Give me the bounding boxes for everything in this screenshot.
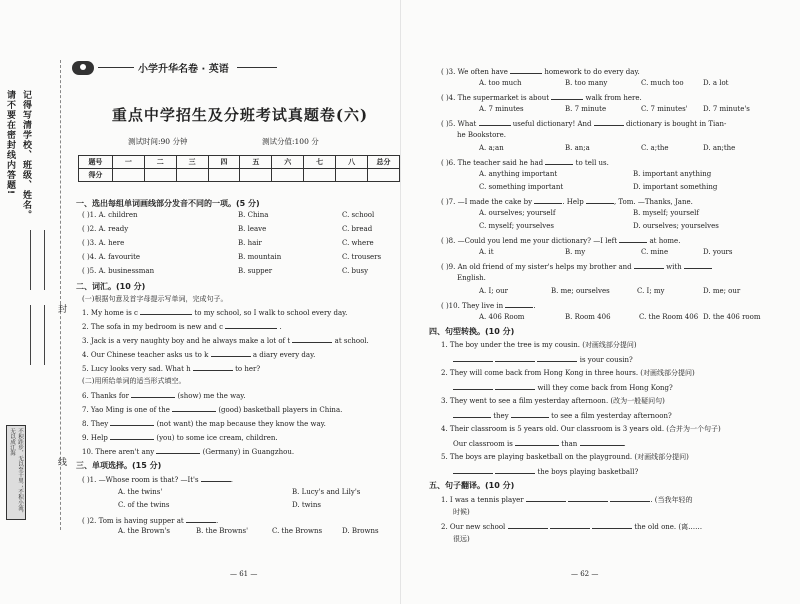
answer-blank[interactable] <box>479 118 511 126</box>
s4-q4-mid: than <box>561 440 578 448</box>
s4-q5-tail: the boys playing basketball? <box>537 468 639 476</box>
name-blank <box>30 305 31 365</box>
mc-q5-d: D. an;the <box>703 144 736 152</box>
s2-q3-tail: at school. <box>334 337 369 345</box>
score-cell: 八 <box>336 156 368 169</box>
answer-blank[interactable] <box>140 307 192 315</box>
test-score: 测试分值:100 分 <box>262 137 319 146</box>
mc-q5 <box>441 118 726 128</box>
mc-q4 <box>441 92 642 102</box>
s3-q1-a: A. the twins' <box>118 488 163 496</box>
s3-q2-c: C. the Browns <box>272 527 323 535</box>
s3-q2-b: B. the Browns' <box>196 527 249 535</box>
s1-q1-c: C. school <box>342 211 375 219</box>
s2-q10-text: 10. There aren't any <box>82 448 155 456</box>
answer-blank[interactable] <box>110 418 154 426</box>
answer-blank[interactable] <box>586 196 614 204</box>
score-input-cell[interactable] <box>304 169 336 182</box>
answer-blank[interactable] <box>550 521 590 529</box>
answer-blank[interactable] <box>592 521 632 529</box>
mc-q6-d: D. important something <box>633 183 718 191</box>
answer-blank[interactable] <box>551 92 583 100</box>
s2-q6 <box>82 390 246 400</box>
score-cell: 四 <box>208 156 240 169</box>
s2-q8-tail: (not want) the map because they know the way. <box>156 420 326 428</box>
s5-q2-cont: 很远) <box>453 535 470 543</box>
s3-q2: ( )2. Tom is having supper at . <box>82 517 219 525</box>
s5-q2-tail: the old one. (离…… <box>634 523 703 531</box>
brand-text: 小学升华名卷 · 英语 <box>138 64 229 75</box>
mc-q3-b: B. too many <box>565 79 608 87</box>
s2-q3 <box>82 335 369 345</box>
mc-q7-b: B. myself; yourself <box>633 209 699 217</box>
mc-q6-text: ( )6. The teacher said he had <box>441 159 544 167</box>
mc-q6-c: C. something important <box>479 183 564 191</box>
s4-q3-tail: to see a film yesterday afternoon? <box>551 412 672 420</box>
mc-q8-c: C. mine <box>641 248 669 256</box>
mc-q10-text: ( )10. They live in <box>441 302 504 310</box>
s1-q1-b: B. China <box>238 211 269 219</box>
mc-q3-text: ( )3. We often have <box>441 68 508 76</box>
binding-strip <box>0 90 64 560</box>
s5-q1-hint: . (当我年轻的 <box>650 496 693 504</box>
score-cell: 得分 <box>79 169 113 182</box>
answer-blank[interactable] <box>526 494 566 502</box>
s1-q5: ( )5. A. businessman <box>82 267 155 275</box>
answer-blank[interactable] <box>225 321 277 329</box>
class-blank <box>44 230 45 290</box>
mc-q9-tail: with <box>666 263 682 271</box>
score-cell: 五 <box>240 156 272 169</box>
mc-q10-b: B. Room 406 <box>565 313 611 321</box>
answer-blank[interactable] <box>156 446 200 454</box>
s3-q2-text: ( )2. Tom is having supper at <box>82 517 184 525</box>
side-note-warning: 请不要在密封线内答题! <box>5 90 15 196</box>
test-time: 测试时间:90 分钟 <box>128 137 188 146</box>
mc-q5-cont: he Bookstore. <box>457 131 507 139</box>
answer-blank[interactable] <box>193 363 233 371</box>
s2-q5-tail: to her? <box>235 365 261 373</box>
mc-q6-b: B. important anything <box>633 170 712 178</box>
s2-q7-tail: (good) basketball players in China. <box>218 406 343 414</box>
mc-q9-text: ( )9. An old friend of my sister's helps my brother and <box>441 263 632 271</box>
answer-blank[interactable] <box>211 349 251 357</box>
answer-blank[interactable] <box>201 474 231 482</box>
s4-q2: 2. They will come back from Hong Kong in three hours. (对画线部分提问) <box>441 369 695 377</box>
score-input-cell[interactable] <box>112 169 144 182</box>
section-1-header: 一、选出每组单词画线部分发音不同的一项。(5 分) <box>76 199 260 208</box>
score-input-cell[interactable] <box>368 169 400 182</box>
s2-q9 <box>82 432 278 442</box>
s3-q1-b: B. Lucy's and Lily's <box>292 488 361 496</box>
s4-q4-answer: Our classroom is than . <box>453 440 626 448</box>
mc-q6 <box>441 157 609 167</box>
mc-q8 <box>441 235 680 245</box>
answer-blank[interactable] <box>684 261 712 269</box>
mc-q9-cont: English. <box>457 274 486 282</box>
mc-q9-a: A. I; our <box>479 287 508 295</box>
answer-blank[interactable] <box>537 354 577 362</box>
s2-q5-text: 5. Lucy looks very sad. What h <box>82 365 191 373</box>
s4-q3-answer <box>453 410 672 420</box>
s2-q6-tail: (show) me the way. <box>177 392 246 400</box>
s4-q4-text: Our classroom is <box>453 440 513 448</box>
motto-box: 不积跬步，无以至千里；不积小流，无以成江海 <box>6 425 26 520</box>
school-blank <box>30 230 31 290</box>
answer-blank[interactable] <box>453 410 491 418</box>
score-cell: 七 <box>304 156 336 169</box>
s2-q4-text: 4. Our Chinese teacher asks us to k <box>82 351 209 359</box>
s1-q2: ( )2. A. ready <box>82 225 129 233</box>
mc-q3-tail: homework to do every day. <box>544 68 640 76</box>
section-3-header: 三、单项选择。(15 分) <box>76 461 162 470</box>
answer-blank[interactable] <box>495 382 535 390</box>
mc-q3-c: C. much too <box>641 79 684 87</box>
s2-q2-text: 2. The sofa in my bedroom is new and c <box>82 323 224 331</box>
mc-q9-d: D. me; our <box>703 287 741 295</box>
mc-q7-text: ( )7. —I made the cake by <box>441 198 533 206</box>
mc-q9-c: C. I; my <box>637 287 665 295</box>
score-input-cell[interactable] <box>240 169 272 182</box>
s4-q1-answer <box>453 354 633 364</box>
s4-q1: 1. The boy under the tree is my cousin. (对画线部分提问) <box>441 341 637 349</box>
s1-q3: ( )3. A. here <box>82 239 125 247</box>
answer-blank[interactable] <box>508 521 548 529</box>
score-cell: 六 <box>272 156 304 169</box>
mc-q7-tail2: , Tom. —Thanks, Jane. <box>613 198 693 206</box>
s5-q1 <box>441 494 693 505</box>
series-brand <box>72 60 277 75</box>
s3-q2-a: A. the Brown's <box>118 527 170 535</box>
score-input-cell[interactable] <box>336 169 368 182</box>
answer-blank[interactable] <box>610 494 650 502</box>
s2-q2-tail: . <box>279 323 282 331</box>
mc-q6-tail: to tell us. <box>575 159 609 167</box>
s1-q2-b: B. leave <box>238 225 267 233</box>
side-note-reminder: 记得写清学校、班级、姓名。 <box>21 90 31 220</box>
s2-q8 <box>82 418 326 428</box>
s1-q2-c: C. bread <box>342 225 373 233</box>
s3-q1-d: D. twins <box>292 501 321 509</box>
mc-q7-d: D. ourselves; yourselves <box>633 222 719 230</box>
mc-q6-a: A. anything important <box>479 170 558 178</box>
score-cell: 一 <box>112 156 144 169</box>
s2-q1-text: 1. My home is c <box>82 309 138 317</box>
mc-q8-d: D. yours <box>703 248 733 256</box>
mc-q5-c: C. a;the <box>641 144 669 152</box>
answer-blank[interactable] <box>505 300 536 310</box>
answer-blank[interactable] <box>453 354 493 362</box>
mascot-icon <box>72 61 94 75</box>
score-cell: 题号 <box>79 156 113 169</box>
score-input-cell[interactable] <box>272 169 304 182</box>
s2-q9-text: 9. Help <box>82 434 108 442</box>
mc-q5-a: A. a;an <box>479 144 504 152</box>
mc-q4-text: ( )4. The supermarket is about <box>441 94 550 102</box>
mc-q10-d: D. the 406 room <box>703 313 761 321</box>
s4-q5-answer <box>453 466 638 476</box>
s1-q3-b: B. hair <box>238 239 262 247</box>
s2-q7 <box>82 404 342 414</box>
score-cell: 总分 <box>368 156 400 169</box>
answer-blank[interactable] <box>495 354 535 362</box>
mc-q5-tail: useful dictionary! And <box>512 120 592 128</box>
mc-q3-a: A. too much <box>479 79 522 87</box>
s3-q1-text: ( )1. —Whose room is that? —It's <box>82 476 199 484</box>
seal-mark-feng: 封 <box>58 305 68 315</box>
mc-q8-tail: at home. <box>649 237 681 245</box>
mc-q4-a: A. 7 minutes <box>479 105 524 113</box>
s5-q2 <box>441 521 702 532</box>
mc-q4-b: B. 7 minute <box>565 105 607 113</box>
right-page <box>400 0 800 604</box>
s2-q2 <box>82 321 282 331</box>
s2-q5 <box>82 363 260 373</box>
score-cell: 三 <box>176 156 208 169</box>
mc-q7 <box>441 196 693 206</box>
answer-blank[interactable] <box>634 261 664 269</box>
answer-blank[interactable] <box>453 466 493 474</box>
score-input-cell[interactable] <box>208 169 240 182</box>
mc-q10-tail: . <box>533 302 536 310</box>
section-4-header: 四、句型转换。(10 分) <box>429 327 515 336</box>
s4-q2-tail: will they come back from Hong Kong? <box>537 384 673 392</box>
score-table-score-row <box>79 169 400 182</box>
answer-blank[interactable] <box>495 466 535 474</box>
mc-q5-b: B. an;a <box>565 144 590 152</box>
brand-rule <box>98 67 134 68</box>
number-blank <box>44 305 45 365</box>
s4-q1-tail: is your cousin? <box>579 356 633 364</box>
score-input-cell[interactable] <box>144 169 176 182</box>
s4-q5: 5. The boys are playing basketball on the playground. (对画线部分提问) <box>441 453 689 461</box>
s1-q1: ( )1. A. children <box>82 211 138 219</box>
answer-blank[interactable] <box>292 335 332 343</box>
answer-blank[interactable] <box>594 118 624 126</box>
answer-blank[interactable] <box>510 66 542 74</box>
answer-blank[interactable] <box>186 515 216 523</box>
mc-q5-text: ( )5. What <box>441 120 477 128</box>
s2-q1 <box>82 307 347 317</box>
s4-q3-mid: they <box>493 412 509 420</box>
answer-blank[interactable] <box>568 494 608 502</box>
s5-q2-text: 2. Our new school <box>441 523 506 531</box>
mc-q4-d: D. 7 minute's <box>703 105 750 113</box>
s2-q3-text: 3. Jack is a very naughty boy and he always make a lot of t <box>82 337 291 345</box>
s5-q1-cont: 时候) <box>453 508 470 516</box>
s2-q7-text: 7. Yao Ming is one of the <box>82 406 170 414</box>
mc-q4-c: C. 7 minutes' <box>641 105 688 113</box>
s4-q2-answer <box>453 382 673 392</box>
s1-q4-c: C. trousers <box>342 253 382 261</box>
s2-q4 <box>82 349 315 359</box>
mc-q8-a: A. it <box>479 248 494 256</box>
s2-q9-tail: (you) to some ice cream, children. <box>156 434 278 442</box>
score-table-header-row <box>79 156 400 169</box>
answer-blank[interactable] <box>172 404 216 412</box>
answer-blank[interactable] <box>545 157 573 165</box>
mc-q7-a: A. ourselves; yourself <box>479 209 556 217</box>
s2-sub1: (一)根据句意及首字母提示写单词，完成句子。 <box>82 295 228 303</box>
s1-q5-b: B. supper <box>238 267 273 275</box>
s2-q6-text: 6. Thanks for <box>82 392 129 400</box>
answer-blank[interactable] <box>453 382 493 390</box>
s2-q4-tail: a diary every day. <box>252 351 316 359</box>
answer-blank[interactable] <box>619 235 647 243</box>
mc-q8-b: B. my <box>565 248 586 256</box>
s1-q4: ( )4. A. favourite <box>82 253 141 261</box>
s1-q3-c: C. where <box>342 239 374 247</box>
seal-mark-xian: 线 <box>58 458 68 468</box>
answer-blank[interactable] <box>534 196 562 204</box>
s2-q1-tail: to my school, so I walk to school every day. <box>194 309 348 317</box>
score-table <box>78 155 400 182</box>
s2-q10 <box>82 446 294 456</box>
brand-rule-right <box>237 67 277 68</box>
mc-q10 <box>441 300 536 310</box>
s3-q2-d: D. Browns <box>342 527 379 535</box>
s2-sub2: (二)用所给单词的适当形式填空。 <box>82 377 186 385</box>
answer-blank[interactable] <box>110 432 154 440</box>
mc-q7-tail: . Help <box>562 198 584 206</box>
mc-q3 <box>441 66 640 76</box>
section-5-header: 五、句子翻译。(10 分) <box>429 481 515 490</box>
mc-q4-tail: walk from here. <box>585 94 642 102</box>
page-number-right: — 62 — <box>571 570 599 578</box>
mc-q7-c: C. myself; yourselves <box>479 222 554 230</box>
s3-q1-c: C. of the twins <box>118 501 170 509</box>
s2-q10-tail: (Germany) in Guangzhou. <box>202 448 295 456</box>
mc-q8-text: ( )8. —Could you lend me your dictionary? —I left <box>441 237 618 245</box>
page-number-left: — 61 — <box>230 570 258 578</box>
answer-blank[interactable] <box>131 390 175 398</box>
s2-q8-text: 8. They <box>82 420 109 428</box>
s3-q1: ( )1. —Whose room is that? —It's . <box>82 476 234 484</box>
s1-q4-b: B. mountain <box>238 253 282 261</box>
page-title: 重点中学招生及分班考试真题卷(六) <box>111 106 369 124</box>
s4-q4: 4. Their classroom is 5 years old. Our classroom is 3 years old. (合并为一个句子) <box>441 425 721 433</box>
mc-q10-a: A. 406 Room <box>479 313 525 321</box>
section-2-header: 二、词汇。(10 分) <box>76 282 146 291</box>
mc-q10-c: C. the Room 406 <box>639 313 699 321</box>
answer-blank[interactable] <box>580 438 624 446</box>
answer-blank[interactable] <box>511 410 549 418</box>
score-cell: 二 <box>144 156 176 169</box>
s4-q3: 3. They went to see a film yesterday afternoon. (改为一般疑问句) <box>441 397 665 405</box>
score-input-cell[interactable] <box>176 169 208 182</box>
mc-q5-tail2: dictionary is bought in Tian- <box>626 120 727 128</box>
answer-blank[interactable] <box>515 438 559 446</box>
mc-q9 <box>441 261 712 271</box>
s5-q1-text: 1. I was a tennis player <box>441 496 524 504</box>
s1-q5-c: C. busy <box>342 267 369 275</box>
mc-q3-d: D. a lot <box>703 79 729 87</box>
mc-q9-b: B. me; ourselves <box>551 287 610 295</box>
